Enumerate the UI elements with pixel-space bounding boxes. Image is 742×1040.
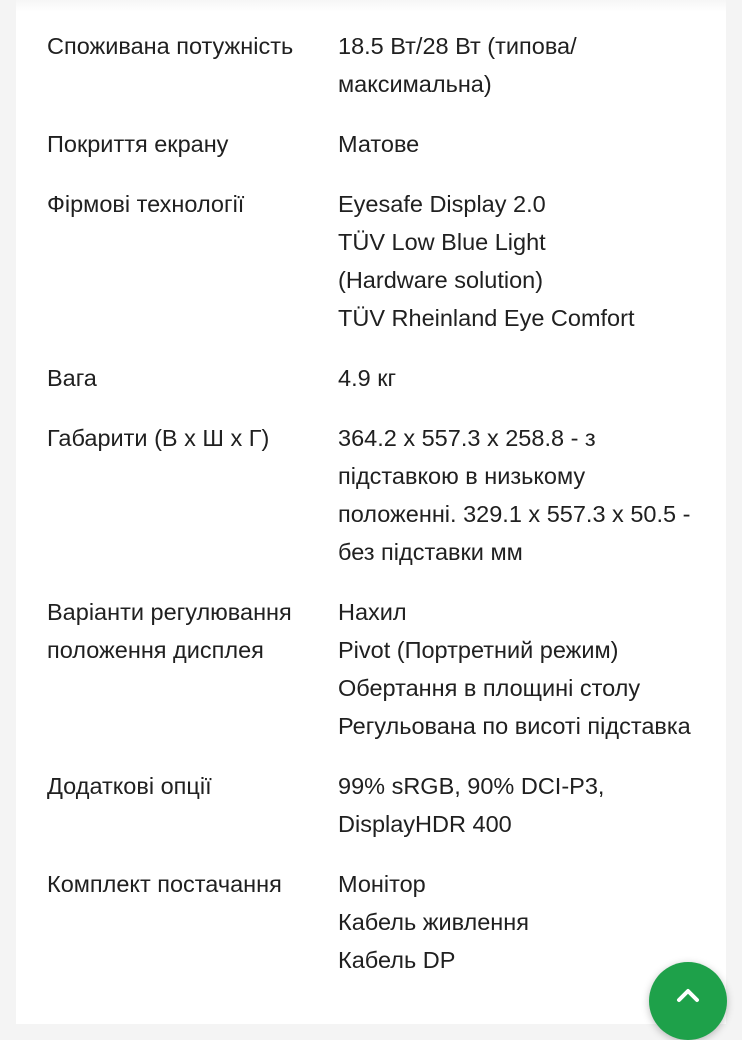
top-divider xyxy=(16,0,726,12)
spec-label: Габарити (В х Ш х Г) xyxy=(47,425,270,451)
spec-value xyxy=(338,767,707,843)
spec-row-weight xyxy=(47,359,707,397)
spec-value-line: максимальна) xyxy=(338,71,492,97)
spec-value-line: Кабель живлення xyxy=(338,909,529,935)
spec-row-dimensions xyxy=(47,419,707,571)
spec-label: Фірмові технології xyxy=(47,191,245,217)
spec-value-line: Нахил xyxy=(338,599,407,625)
spec-value-line: Регульована по висоті підставка xyxy=(338,713,691,739)
spec-value xyxy=(338,125,707,163)
chevron-up-icon xyxy=(675,986,701,1004)
spec-value xyxy=(338,27,707,103)
spec-label: Додаткові опції xyxy=(47,773,212,799)
spec-value-line: Кабель DP xyxy=(338,947,456,973)
spec-value-line: Eyesafe Display 2.0 xyxy=(338,191,546,217)
spec-value xyxy=(338,593,707,745)
spec-label: Варіанти регулювання положення дисплея xyxy=(47,599,292,663)
spec-row-package-contents xyxy=(47,865,707,979)
spec-label: Комплект постачання xyxy=(47,871,282,897)
spec-label: Вага xyxy=(47,365,97,391)
spec-value-line: Матове xyxy=(338,131,420,157)
spec-row-additional-options xyxy=(47,767,707,843)
spec-value xyxy=(338,419,707,571)
spec-value xyxy=(338,359,707,397)
spec-value-line: 99% sRGB, 90% DCI-P3, DisplayHDR 400 xyxy=(338,773,605,837)
specifications-card xyxy=(16,0,726,1024)
spec-value-line: Обертання в площині столу xyxy=(338,675,641,701)
spec-label: Покриття екрану xyxy=(47,131,229,157)
spec-value-line: TÜV Rheinland Eye Comfort xyxy=(338,305,635,331)
spec-value-line: Pivot (Портретний режим) xyxy=(338,637,619,663)
spec-value-line: Монітор xyxy=(338,871,426,897)
specifications-list xyxy=(47,27,707,1001)
scroll-to-top-button[interactable] xyxy=(649,962,727,1040)
spec-value-line: 18.5 Вт/28 Вт (типова/ xyxy=(338,33,577,59)
spec-row-screen-coating xyxy=(47,125,707,163)
spec-value-line: 4.9 кг xyxy=(338,365,397,391)
spec-row-power-consumption xyxy=(47,27,707,103)
spec-row-adjustment-options xyxy=(47,593,707,745)
spec-value xyxy=(338,185,707,337)
spec-value-line: TÜV Low Blue Light xyxy=(338,229,546,255)
spec-value xyxy=(338,865,707,979)
spec-value-line: (Hardware solution) xyxy=(338,267,544,293)
spec-row-proprietary-technologies xyxy=(47,185,707,337)
spec-value-line: 364.2 x 557.3 x 258.8 - з підставкою в низькому положенні. 329.1 x 557.3 x 50.5 - без підставки мм xyxy=(338,425,691,565)
spec-label: Споживана потужність xyxy=(47,33,294,59)
